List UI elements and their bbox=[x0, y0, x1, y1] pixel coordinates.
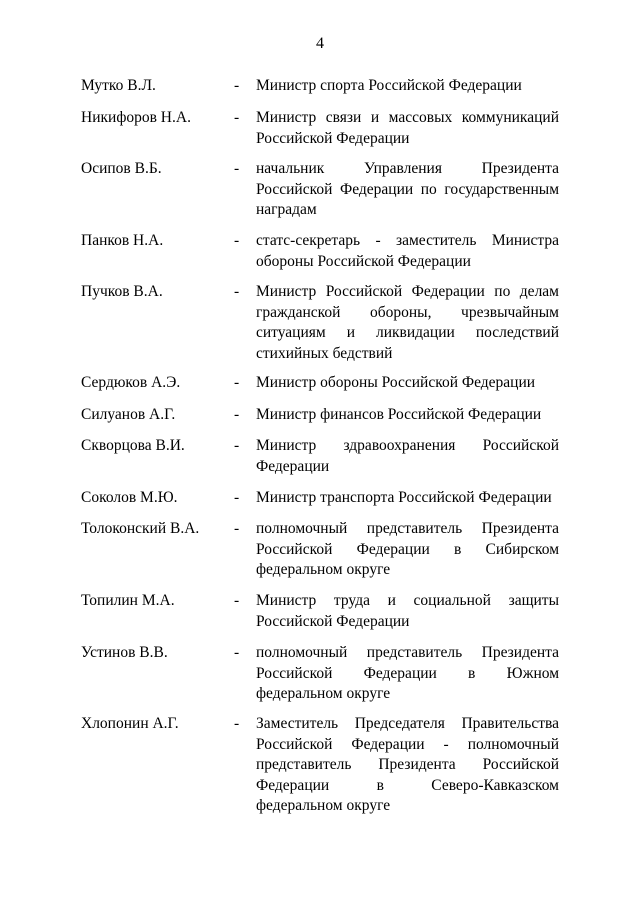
entry-dash: - bbox=[234, 406, 240, 423]
person-name: Осипов В.Б. bbox=[81, 160, 162, 177]
person-name: Силуанов А.Г. bbox=[81, 406, 176, 423]
entry-dash: - bbox=[234, 592, 240, 609]
person-name: Устинов В.В. bbox=[81, 644, 168, 661]
person-name: Хлопонин А.Г. bbox=[81, 715, 179, 732]
position-title: Заместитель Председателя Правительства Российской Федерации - полномочный представитель Президента Российской Федерации в Северо-Кавказском федеральном округе bbox=[256, 715, 559, 814]
position-title: Министр спорта Российской Федерации bbox=[256, 77, 522, 94]
position-title: Министр обороны Российской Федерации bbox=[256, 374, 536, 391]
position-title: статс-секретарь - заместитель Министра обороны Российской Федерации bbox=[256, 232, 559, 270]
position-title: полномочный представитель Президента Российской Федерации в Сибирском федеральном округе bbox=[256, 520, 559, 578]
entry-dash: - bbox=[234, 715, 240, 732]
person-name: Мутко В.Л. bbox=[81, 77, 156, 94]
position-title: Министр связи и массовых коммуникаций Российской Федерации bbox=[256, 109, 559, 147]
position-title: Министр труда и социальной защиты Российской Федерации bbox=[256, 592, 559, 630]
person-name: Никифоров Н.А. bbox=[81, 109, 191, 126]
person-name: Соколов М.Ю. bbox=[81, 489, 178, 506]
person-name: Скворцова В.И. bbox=[81, 437, 185, 454]
entry-dash: - bbox=[234, 77, 240, 94]
entry-dash: - bbox=[234, 644, 240, 661]
entry-dash: - bbox=[234, 489, 240, 506]
position-title: начальник Управления Президента Российской Федерации по государственным наградам bbox=[256, 160, 559, 218]
entry-dash: - bbox=[234, 283, 240, 300]
position-title: полномочный представитель Президента Российской Федерации в Южном федеральном округе bbox=[256, 644, 559, 702]
page-number: 4 bbox=[316, 35, 324, 52]
position-title: Министр Российской Федерации по делам гражданской обороны, чрезвычайным ситуациям и ликвидации последствий стихийных бедствий bbox=[256, 283, 559, 362]
person-name: Панков Н.А. bbox=[81, 232, 164, 249]
person-name: Топилин М.А. bbox=[81, 592, 175, 609]
entry-dash: - bbox=[234, 374, 240, 391]
entry-dash: - bbox=[234, 109, 240, 126]
position-title: Министр финансов Российской Федерации bbox=[256, 406, 542, 423]
entry-dash: - bbox=[234, 437, 240, 454]
position-title: Министр здравоохранения Российской Федерации bbox=[256, 437, 559, 475]
position-title: Министр транспорта Российской Федерации bbox=[256, 489, 552, 506]
person-name: Пучков В.А. bbox=[81, 283, 163, 300]
entry-dash: - bbox=[234, 520, 240, 537]
person-name: Толоконский В.А. bbox=[81, 520, 200, 537]
person-name: Сердюков А.Э. bbox=[81, 374, 181, 391]
entry-dash: - bbox=[234, 232, 240, 249]
entry-dash: - bbox=[234, 160, 240, 177]
